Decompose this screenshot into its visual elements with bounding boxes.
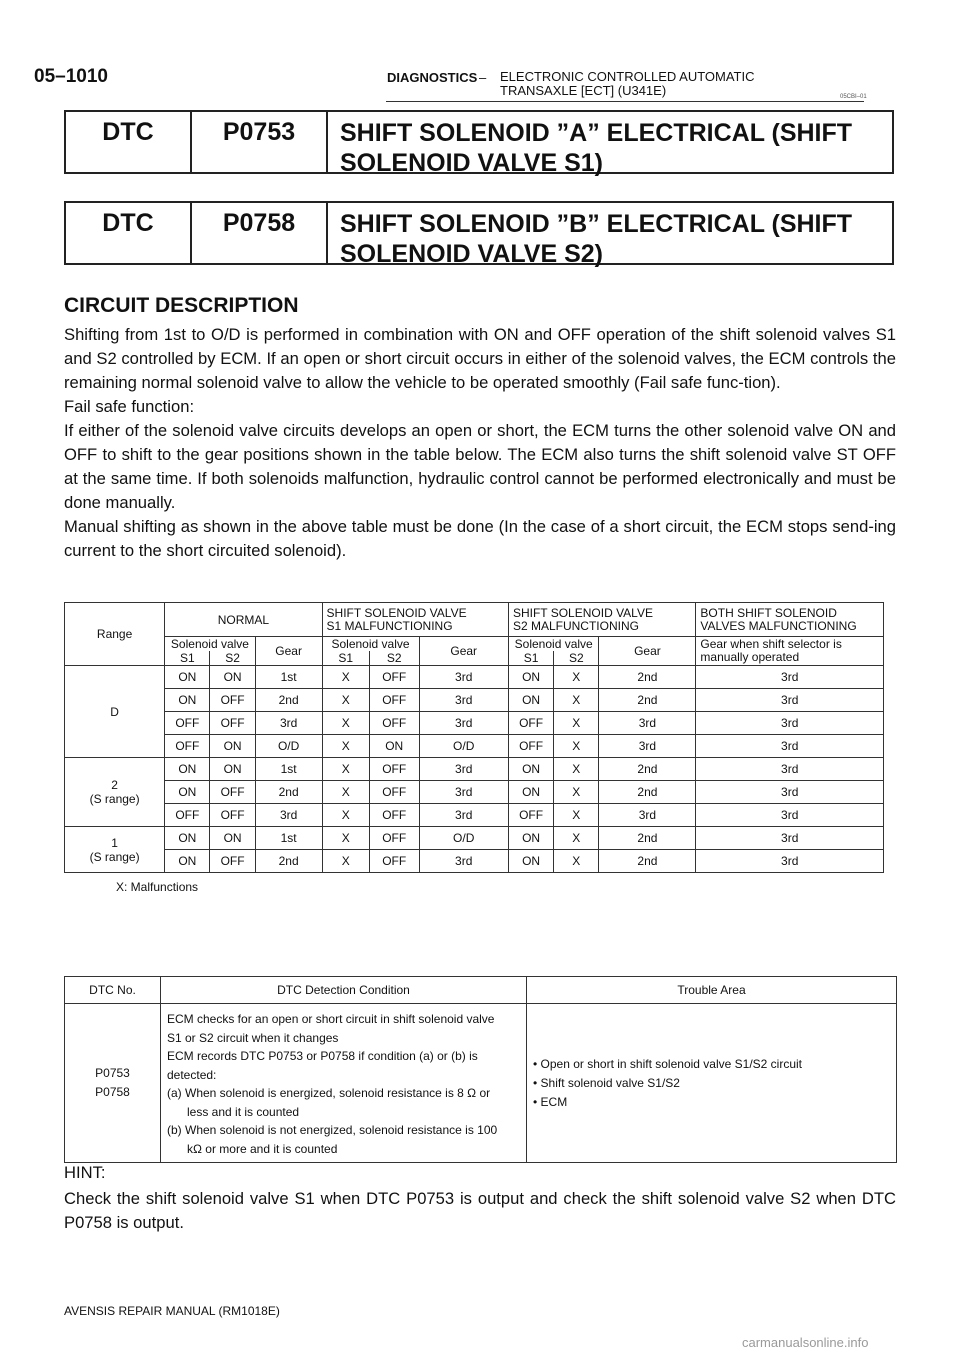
- gear-cell: 3rd: [419, 781, 508, 804]
- table-row: [65, 827, 884, 850]
- header-line: BOTH SHIFT SOLENOID: [700, 605, 837, 620]
- range-value: 2: [111, 778, 118, 792]
- dtc-box-p0758: [64, 201, 894, 268]
- dtc-title: [328, 112, 892, 177]
- s2-cell: X: [554, 850, 599, 873]
- manual-gear-cell: 3rd: [696, 781, 884, 804]
- gear-cell: 2nd: [599, 689, 696, 712]
- s1-cell: OFF: [165, 735, 210, 758]
- gear-cell: 2nd: [255, 781, 322, 804]
- header-section: DIAGNOSTICS: [387, 70, 478, 85]
- dtc-code: P0753: [192, 112, 328, 172]
- gear-cell: 3rd: [255, 804, 322, 827]
- s2-cell: OFF: [210, 781, 255, 804]
- s1-cell: X: [322, 666, 369, 689]
- normal-header: NORMAL: [165, 603, 322, 637]
- solenoid-valve-header: Solenoid valve: [322, 637, 419, 652]
- s1-cell: X: [322, 758, 369, 781]
- s2-cell: OFF: [210, 850, 255, 873]
- range-cell: [65, 827, 165, 873]
- s2-cell: X: [554, 758, 599, 781]
- gear-cell: O/D: [419, 827, 508, 850]
- range-value: D: [110, 704, 119, 719]
- gear-header: Gear: [419, 637, 508, 666]
- manual-gear-cell: 3rd: [696, 666, 884, 689]
- range-cell: [65, 758, 165, 827]
- s2-cell: OFF: [369, 758, 419, 781]
- gear-cell: 3rd: [599, 712, 696, 735]
- s1-cell: ON: [165, 827, 210, 850]
- s2-malfunction-header: [508, 603, 695, 637]
- s2-cell: OFF: [369, 712, 419, 735]
- range-cell: [65, 666, 165, 758]
- solenoid-table-body: [65, 666, 884, 873]
- manual-gear-header: [696, 637, 884, 666]
- s2-cell: X: [554, 804, 599, 827]
- range-header: Range: [65, 603, 165, 666]
- gear-cell: 3rd: [419, 689, 508, 712]
- condition-line: ECM checks for an open or short circuit in shift solenoid valve: [167, 1012, 495, 1026]
- paragraph: Shifting from 1st to O/D is performed in combination with ON and OFF operation of the shift solenoid valves S1 and S2 controlled by ECM. If an open or short circuit occurs in either of the solenoid valves, the ECM controls the remaining normal solenoid valve to allow the vehicle to be operated smoothly (Fail safe func-tion).: [64, 325, 896, 392]
- gear-cell: 3rd: [419, 804, 508, 827]
- s2-cell: ON: [210, 666, 255, 689]
- figure-code: 05CBI–01: [840, 94, 867, 100]
- gear-cell: 3rd: [419, 758, 508, 781]
- dtc-box-p0753: [64, 110, 894, 177]
- gear-cell: 3rd: [599, 804, 696, 827]
- condition-cell: [161, 1004, 527, 1163]
- manual-gear-cell: 3rd: [696, 735, 884, 758]
- gear-header: Gear: [255, 637, 322, 666]
- table-row: [65, 689, 884, 712]
- manual-gear-cell: 3rd: [696, 758, 884, 781]
- range-note: (S range): [89, 849, 140, 864]
- gear-cell: 1st: [255, 666, 322, 689]
- dtc-label: DTC: [66, 112, 192, 172]
- s2-cell: X: [554, 735, 599, 758]
- dtc-title-line1: SHIFT SOLENOID ”A” ELECTRICAL (SHIFT: [340, 119, 853, 147]
- s2-cell: ON: [210, 758, 255, 781]
- paragraph: Manual shifting as shown in the above table must be done (In the case of a short circuit, the ECM stops send-ing current to the short circuited solenoid).: [64, 517, 896, 560]
- dtc-label: DTC: [66, 203, 192, 263]
- gear-cell: 3rd: [419, 850, 508, 873]
- s2-header: S2: [369, 651, 419, 666]
- header-subject-line2: TRANSAXLE [ECT] (U341E): [500, 83, 667, 98]
- s2-header: S2: [554, 651, 599, 666]
- s2-cell: X: [554, 781, 599, 804]
- s2-cell: OFF: [210, 689, 255, 712]
- gear-cell: 2nd: [599, 666, 696, 689]
- s1-header: S1: [165, 651, 210, 666]
- range-value: 1: [111, 835, 118, 850]
- s1-cell: OFF: [165, 804, 210, 827]
- gear-cell: 3rd: [599, 735, 696, 758]
- s2-cell: OFF: [369, 827, 419, 850]
- s1-cell: ON: [508, 666, 553, 689]
- manual-gear-cell: 3rd: [696, 804, 884, 827]
- dtc-detection-table: [64, 976, 897, 1163]
- s1-cell: X: [322, 781, 369, 804]
- manual-gear-cell: 3rd: [696, 712, 884, 735]
- dtc-numbers-cell: [65, 1004, 161, 1163]
- table-row: [65, 850, 884, 873]
- dtc-title-line2: SOLENOID VALVE S2): [340, 240, 604, 268]
- s2-cell: OFF: [369, 781, 419, 804]
- s2-cell: OFF: [369, 689, 419, 712]
- s2-cell: OFF: [369, 804, 419, 827]
- range-note: (S range): [89, 792, 140, 806]
- s2-cell: OFF: [210, 804, 255, 827]
- trouble-area-header: Trouble Area: [527, 977, 897, 1004]
- header-line: S2 MALFUNCTIONING: [512, 618, 639, 633]
- s1-cell: OFF: [508, 712, 553, 735]
- gear-cell: O/D: [419, 735, 508, 758]
- s1-cell: ON: [508, 827, 553, 850]
- s1-cell: OFF: [165, 712, 210, 735]
- s2-cell: X: [554, 666, 599, 689]
- s2-cell: X: [554, 827, 599, 850]
- watermark: carmanualsonline.info: [742, 1335, 869, 1350]
- s1-cell: OFF: [508, 804, 553, 827]
- circuit-description: [64, 323, 896, 563]
- condition-line: kΩ or more and it is counted: [187, 1141, 338, 1156]
- table-row: [65, 712, 884, 735]
- header-dash: –: [479, 70, 487, 85]
- s1-cell: ON: [508, 689, 553, 712]
- section-heading: CIRCUIT DESCRIPTION: [64, 294, 299, 317]
- s1-cell: OFF: [508, 735, 553, 758]
- s1-cell: X: [322, 712, 369, 735]
- header-line: SHIFT SOLENOID VALVE: [326, 605, 467, 620]
- s2-header: S2: [210, 651, 255, 666]
- paragraph: Fail safe function:: [64, 397, 195, 416]
- condition-header: DTC Detection Condition: [161, 977, 527, 1004]
- s2-cell: X: [554, 712, 599, 735]
- condition-line: ECM records DTC P0753 or P0758 if condition (a) or (b) is: [167, 1049, 478, 1063]
- dtc-title: [328, 203, 892, 268]
- s2-cell: ON: [369, 735, 419, 758]
- dtc-title-line2: SOLENOID VALVE S1): [340, 149, 604, 177]
- trouble-area-item: • Shift solenoid valve S1/S2: [533, 1075, 680, 1090]
- condition-line: (a) When solenoid is energized, solenoid resistance is 8 Ω or: [167, 1086, 491, 1100]
- header-rule: [386, 101, 864, 102]
- s1-cell: X: [322, 827, 369, 850]
- gear-cell: 1st: [255, 758, 322, 781]
- s1-malfunction-header: [322, 603, 508, 637]
- gear-cell: 1st: [255, 827, 322, 850]
- s1-cell: ON: [165, 689, 210, 712]
- gear-cell: 2nd: [599, 758, 696, 781]
- s2-cell: OFF: [210, 712, 255, 735]
- gear-cell: 2nd: [255, 689, 322, 712]
- s1-cell: ON: [165, 850, 210, 873]
- gear-cell: 2nd: [599, 827, 696, 850]
- manual-gear-cell: 3rd: [696, 827, 884, 850]
- hint-label: HINT:: [64, 1163, 106, 1182]
- s1-cell: X: [322, 804, 369, 827]
- s1-cell: ON: [508, 850, 553, 873]
- s1-cell: ON: [165, 758, 210, 781]
- header-line: Gear when shift selector is: [700, 637, 842, 651]
- manual-gear-cell: 3rd: [696, 689, 884, 712]
- table-row: [65, 804, 884, 827]
- table-row: [65, 666, 884, 689]
- gear-header: Gear: [599, 637, 696, 666]
- s2-cell: OFF: [369, 850, 419, 873]
- condition-line: S1 or S2 circuit when it changes: [167, 1030, 339, 1045]
- s1-header: S1: [322, 651, 369, 666]
- dtc-number: P0758: [95, 1085, 130, 1099]
- s1-cell: ON: [165, 666, 210, 689]
- manual-gear-cell: 3rd: [696, 850, 884, 873]
- s1-header: S1: [508, 651, 553, 666]
- condition-line: less and it is counted: [187, 1104, 300, 1119]
- s1-cell: ON: [165, 781, 210, 804]
- dtc-no-header: DTC No.: [65, 977, 161, 1004]
- paragraph: If either of the solenoid valve circuits develops an open or short, the ECM turns the other solenoid valve ON and OFF to shift to the gear positions shown in the table below. The ECM also turns the shift solenoid valve ST OFF at the same time. If both solenoids malfunction, hydraulic control cannot be performed electronically and must be done manually.: [64, 421, 896, 512]
- header-line: SHIFT SOLENOID VALVE: [512, 605, 653, 620]
- s1-cell: ON: [508, 758, 553, 781]
- header-line: manually operated: [700, 650, 800, 664]
- footer: AVENSIS REPAIR MANUAL (RM1018E): [64, 1304, 280, 1318]
- header-subject-line1: ELECTRONIC CONTROLLED AUTOMATIC: [500, 69, 755, 84]
- page-number: 05–1010: [34, 66, 108, 87]
- dtc-code: P0758: [192, 203, 328, 263]
- gear-cell: 3rd: [419, 666, 508, 689]
- condition-line: detected:: [167, 1067, 217, 1082]
- dtc-number: P0753: [95, 1066, 130, 1080]
- hint-text: Check the shift solenoid valve S1 when DTC P0753 is output and check the shift solenoid valve S2 when DTC P0758 is output.: [64, 1189, 896, 1232]
- gear-cell: 2nd: [255, 850, 322, 873]
- solenoid-table: [64, 602, 884, 873]
- malfunction-note: X: Malfunctions: [116, 880, 199, 894]
- gear-cell: 2nd: [599, 781, 696, 804]
- trouble-area-cell: [527, 1004, 897, 1163]
- table-row: [65, 758, 884, 781]
- both-malfunction-header: [696, 603, 884, 637]
- gear-cell: 3rd: [255, 712, 322, 735]
- gear-cell: 3rd: [419, 712, 508, 735]
- solenoid-valve-header: Solenoid valve: [508, 637, 599, 652]
- trouble-area-item: • ECM: [533, 1094, 568, 1109]
- s1-cell: X: [322, 850, 369, 873]
- trouble-area-item: • Open or short in shift solenoid valve S1/S2 circuit: [533, 1056, 802, 1071]
- s2-cell: ON: [210, 827, 255, 850]
- s2-cell: OFF: [369, 666, 419, 689]
- condition-line: (b) When solenoid is not energized, solenoid resistance is 100: [167, 1123, 498, 1137]
- header-line: VALVES MALFUNCTIONING: [700, 618, 857, 633]
- header-subject: [500, 70, 830, 98]
- dtc-title-line1: SHIFT SOLENOID ”B” ELECTRICAL (SHIFT: [340, 210, 853, 238]
- s1-cell: ON: [508, 781, 553, 804]
- s2-cell: ON: [210, 735, 255, 758]
- gear-cell: 2nd: [599, 850, 696, 873]
- s2-cell: X: [554, 689, 599, 712]
- table-row: [65, 781, 884, 804]
- table-row: [65, 735, 884, 758]
- header-line: S1 MALFUNCTIONING: [326, 618, 453, 633]
- s1-cell: X: [322, 689, 369, 712]
- s1-cell: X: [322, 735, 369, 758]
- solenoid-valve-header: Solenoid valve: [165, 637, 256, 652]
- gear-cell: O/D: [255, 735, 322, 758]
